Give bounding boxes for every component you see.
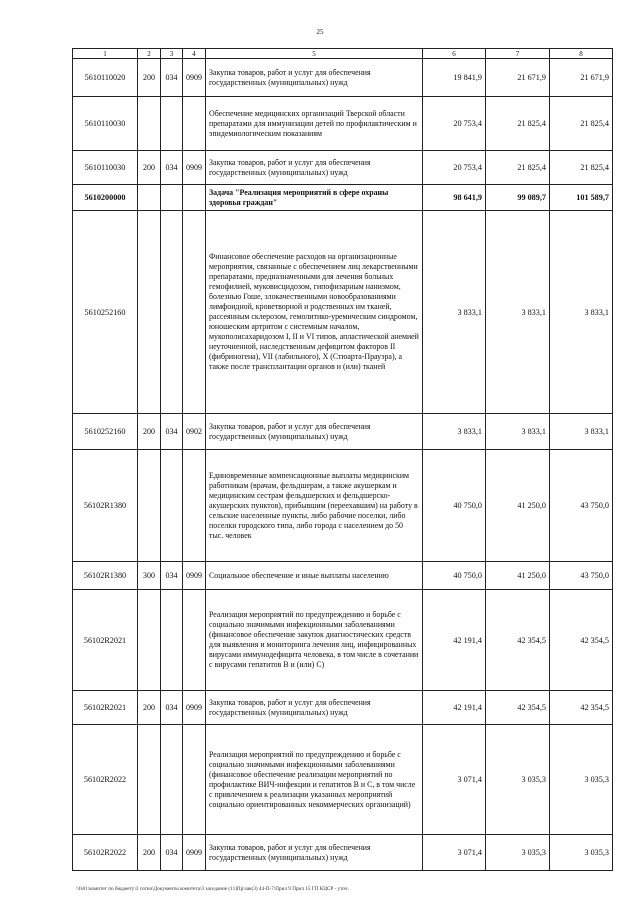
column-header-4: 4 — [183, 49, 206, 59]
amount-col-8: 21 825,4 — [550, 151, 613, 185]
target-article-code: 56102R1380 — [73, 450, 138, 562]
table-row — [73, 562, 613, 590]
row-description: Финансовое обеспечение расходов на организационные мероприятия, связанные с обеспечением лиц лекарственными препаратами, предназначенными для лечения больных гемофилией, муковисцидозом, гипофизарным нанизмом, болезнью Гоше, злокачественными новообразованиями лимфоидной, кроветворной и родственных им тканей, рассеянным склерозом, гемолитико-уремическим синдромом, юношеским артритом с системным началом, мукополисахаридозом I, II и VI типов, апластической анемией неуточненной, наследственным дефицитом факторов II (фибриногена), VII (лабильного), X (Стюарта-Прауэра), а также после трансплантации органов и (или) тканей — [206, 211, 423, 414]
amount-col-8: 21 671,9 — [550, 59, 613, 97]
row-description: Закупка товаров, работ и услуг для обеспечения государственных (муниципальных) нужд — [206, 151, 423, 185]
table-row — [73, 590, 613, 691]
row-description: Закупка товаров, работ и услуг для обеспечения государственных (муниципальных) нужд — [206, 691, 423, 725]
section-code — [183, 450, 206, 562]
section-code — [183, 211, 206, 414]
expense-type-code: 300 — [138, 562, 161, 590]
column-header-5: 5 — [206, 49, 423, 59]
amount-col-6: 42 191,4 — [423, 691, 486, 725]
amount-col-8: 3 035,3 — [550, 725, 613, 835]
file-path-footer: \\fs01\комитет по бюджету\3 сотки\Документы комитета\3 заседание (11)Пр\зак(3) 44-П-7\Прил 9 Прил 15 ГП КЦСР - уточ. — [76, 886, 349, 892]
section-code: 0909 — [183, 562, 206, 590]
budget-table — [72, 48, 613, 871]
page-number: 25 — [316, 28, 324, 36]
amount-col-7: 21 825,4 — [486, 97, 550, 151]
amount-col-7: 3 833,1 — [486, 211, 550, 414]
target-article-code: 5610110030 — [73, 151, 138, 185]
amount-col-6: 40 750,0 — [423, 562, 486, 590]
department-code — [161, 97, 183, 151]
department-code — [161, 590, 183, 691]
amount-col-7: 42 354,5 — [486, 590, 550, 691]
amount-col-6: 42 191,4 — [423, 590, 486, 691]
amount-col-7: 21 825,4 — [486, 151, 550, 185]
column-header-3: 3 — [161, 49, 183, 59]
amount-col-8: 43 750,0 — [550, 562, 613, 590]
table-row — [73, 835, 613, 871]
department-code: 034 — [161, 562, 183, 590]
section-code — [183, 590, 206, 691]
section-code — [183, 725, 206, 835]
expense-type-code — [138, 97, 161, 151]
table-row — [73, 725, 613, 835]
table-row — [73, 151, 613, 185]
amount-col-7: 41 250,0 — [486, 562, 550, 590]
amount-col-6: 3 071,4 — [423, 835, 486, 871]
target-article-code: 56102R2021 — [73, 691, 138, 725]
amount-col-6: 20 753,4 — [423, 97, 486, 151]
table-row — [73, 414, 613, 450]
row-description: Закупка товаров, работ и услуг для обеспечения государственных (муниципальных) нужд — [206, 59, 423, 97]
department-code: 034 — [161, 835, 183, 871]
table-row — [73, 211, 613, 414]
amount-col-8: 42 354,5 — [550, 590, 613, 691]
row-description: Обеспечение медицинских организаций Тверской области препаратами для иммунизации детей по профилактическим и эпидемиологическим показаниям — [206, 97, 423, 151]
amount-col-7: 21 671,9 — [486, 59, 550, 97]
amount-col-7: 99 089,7 — [486, 185, 550, 211]
expense-type-code: 200 — [138, 835, 161, 871]
column-header-7: 7 — [486, 49, 550, 59]
section-code: 0909 — [183, 835, 206, 871]
section-code: 0909 — [183, 59, 206, 97]
section-code: 0909 — [183, 151, 206, 185]
table-row-task-total — [73, 185, 613, 211]
expense-type-code: 200 — [138, 691, 161, 725]
expense-type-code — [138, 185, 161, 211]
amount-col-8: 3 833,1 — [550, 414, 613, 450]
target-article-code: 56102R2022 — [73, 835, 138, 871]
amount-col-6: 19 841,9 — [423, 59, 486, 97]
table-row — [73, 59, 613, 97]
section-code — [183, 97, 206, 151]
department-code: 034 — [161, 414, 183, 450]
department-code — [161, 185, 183, 211]
target-article-code: 56102R2021 — [73, 590, 138, 691]
section-code: 0909 — [183, 691, 206, 725]
amount-col-7: 3 035,3 — [486, 725, 550, 835]
expense-type-code: 200 — [138, 151, 161, 185]
target-article-code: 5610110030 — [73, 97, 138, 151]
row-description: Закупка товаров, работ и услуг для обеспечения государственных (муниципальных) нужд — [206, 835, 423, 871]
expense-type-code — [138, 725, 161, 835]
expense-type-code: 200 — [138, 59, 161, 97]
row-description: Единовременные компенсационные выплаты медицинским работникам (врачам, фельдшерам, а также акушеркам и медицинским сестрам фельдшерских и фельдшерско-акушерских пунктов), прибывшим (переехавшим) на работу в сельские населенные пункты, либо рабочие поселки, либо поселки городского типа, либо города с населением до 50 тыс. человек — [206, 450, 423, 562]
amount-col-8: 101 589,7 — [550, 185, 613, 211]
expense-type-code: 200 — [138, 414, 161, 450]
amount-col-8: 43 750,0 — [550, 450, 613, 562]
table-row — [73, 97, 613, 151]
section-code — [183, 185, 206, 211]
department-code: 034 — [161, 151, 183, 185]
amount-col-6: 40 750,0 — [423, 450, 486, 562]
target-article-code: 56102R2022 — [73, 725, 138, 835]
amount-col-6: 3 833,1 — [423, 414, 486, 450]
target-article-code: 5610110020 — [73, 59, 138, 97]
column-header-1: 1 — [73, 49, 138, 59]
target-article-code: 5610200000 — [73, 185, 138, 211]
target-article-code: 5610252160 — [73, 414, 138, 450]
column-header-8: 8 — [550, 49, 613, 59]
amount-col-8: 21 825,4 — [550, 97, 613, 151]
table-header-row — [73, 49, 613, 59]
expense-type-code — [138, 590, 161, 691]
department-code: 034 — [161, 691, 183, 725]
amount-col-7: 42 354,5 — [486, 691, 550, 725]
amount-col-7: 3 833,1 — [486, 414, 550, 450]
department-code — [161, 211, 183, 414]
target-article-code: 56102R1380 — [73, 562, 138, 590]
row-description: Реализация мероприятий по предупреждению и борьбе с социально значимыми инфекционными заболеваниями (финансовое обеспечение реализации мероприятий по профилактике ВИЧ-инфекции и гепатитов В и С, в том числе с привлечением к реализации указанных мероприятий социально ориентированных некоммерческих организаций) — [206, 725, 423, 835]
section-code: 0902 — [183, 414, 206, 450]
expense-type-code — [138, 211, 161, 414]
amount-col-6: 20 753,4 — [423, 151, 486, 185]
row-description: Задача "Реализация мероприятий в сфере охраны здоровья граждан" — [206, 185, 423, 211]
department-code — [161, 450, 183, 562]
table-row — [73, 450, 613, 562]
table-row — [73, 691, 613, 725]
department-code — [161, 725, 183, 835]
column-header-2: 2 — [138, 49, 161, 59]
amount-col-6: 98 641,9 — [423, 185, 486, 211]
amount-col-8: 3 035,3 — [550, 835, 613, 871]
target-article-code: 5610252160 — [73, 211, 138, 414]
row-description: Закупка товаров, работ и услуг для обеспечения государственных (муниципальных) нужд — [206, 414, 423, 450]
column-header-6: 6 — [423, 49, 486, 59]
row-description: Реализация мероприятий по предупреждению и борьбе с социально значимыми инфекционными заболеваниями (финансовое обеспечение закупок диагностических средств для выявления и мониторинга лечения лиц, инфицированных вирусами иммунодефицита человека, в том числе в сочетании с вирусами гепатитов В и (или) С) — [206, 590, 423, 691]
amount-col-7: 3 035,3 — [486, 835, 550, 871]
amount-col-7: 41 250,0 — [486, 450, 550, 562]
amount-col-6: 3 071,4 — [423, 725, 486, 835]
expense-type-code — [138, 450, 161, 562]
amount-col-8: 42 354,5 — [550, 691, 613, 725]
amount-col-6: 3 833,1 — [423, 211, 486, 414]
row-description: Социальное обеспечение и иные выплаты населению — [206, 562, 423, 590]
amount-col-8: 3 833,1 — [550, 211, 613, 414]
department-code: 034 — [161, 59, 183, 97]
